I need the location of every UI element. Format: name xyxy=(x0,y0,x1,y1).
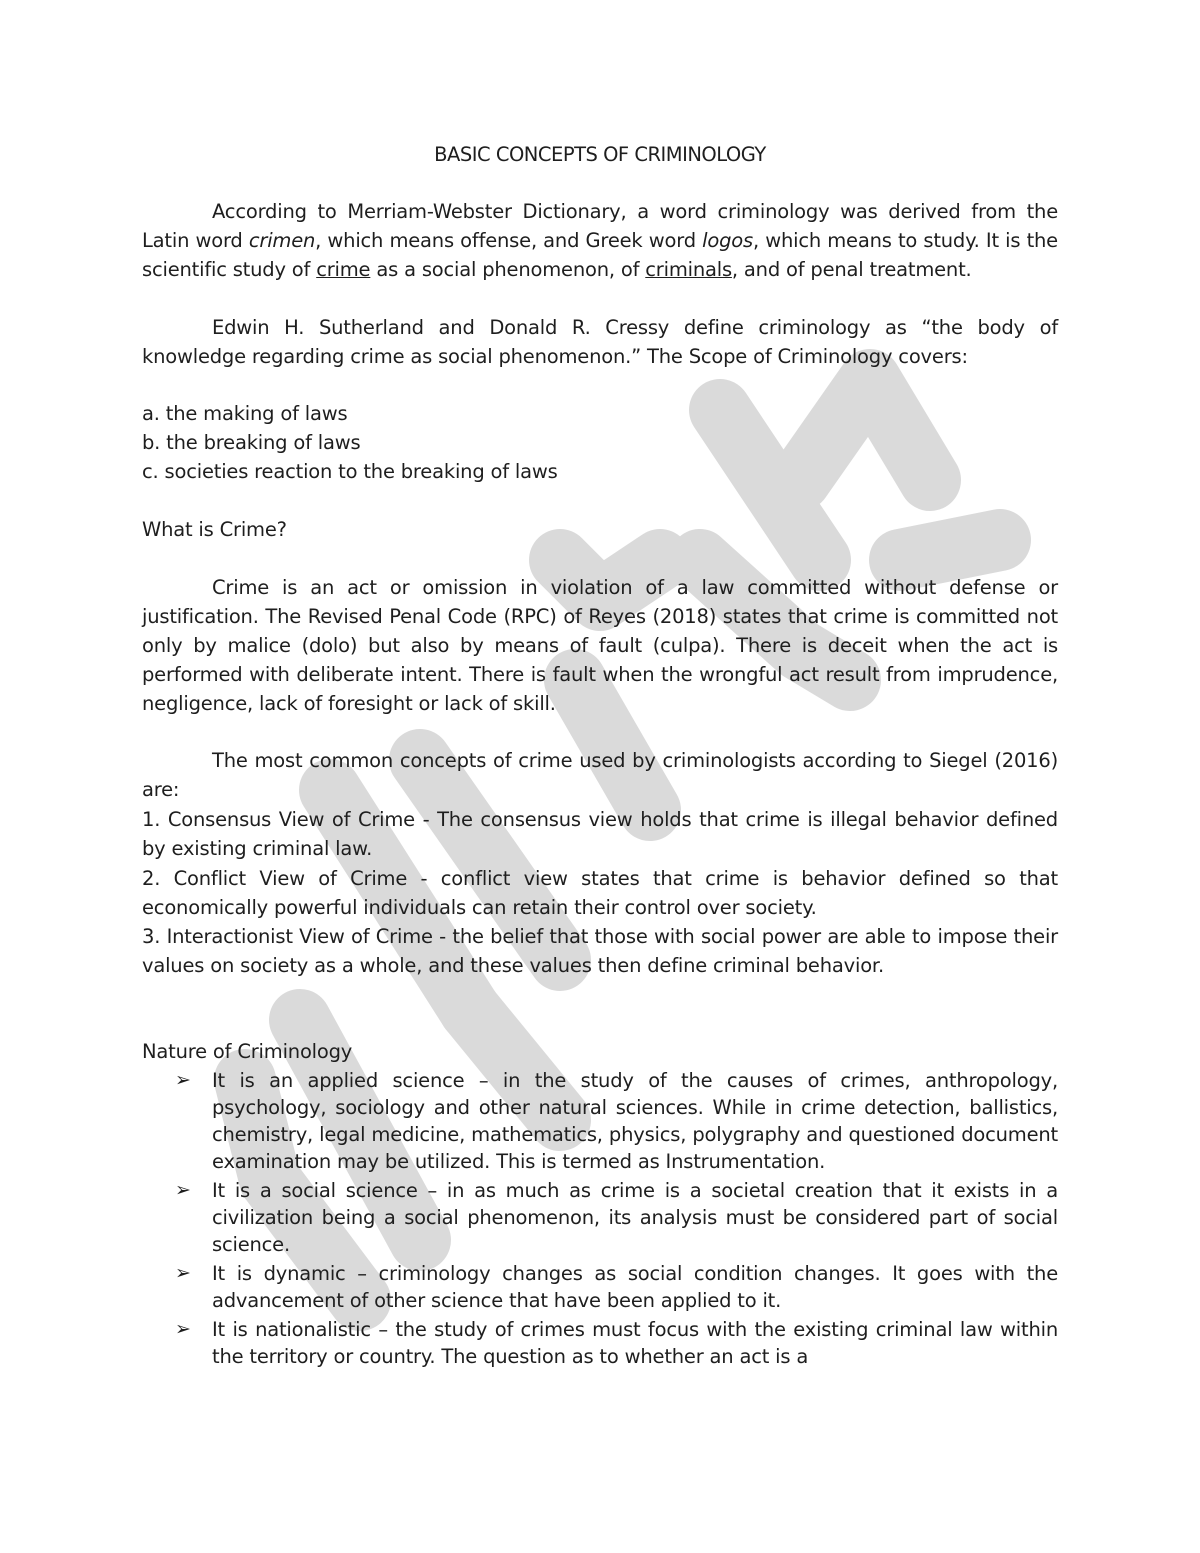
heading-what-is-crime: What is Crime? xyxy=(142,518,287,541)
list-item-text: It is dynamic – criminology changes as social condition changes. It goes with the advancement of other science that have been applied to it. xyxy=(212,1262,1058,1312)
arrow-bullet-icon: ➢ xyxy=(175,1318,191,1340)
nature-list xyxy=(142,1067,1058,1370)
sutherland-paragraph: Edwin H. Sutherland and Donald R. Cressy define criminology as “the body of knowledge regarding crime as social phenomenon.” The Scope of Criminology covers: xyxy=(142,316,1058,368)
list-item xyxy=(142,1260,1058,1314)
list-item-text: It is an applied science – in the study of the causes of crimes, anthropology, psychology, sociology and other natural sciences. While in crime detection, ballistics, chemistry, legal medicine, mathematics, physics, polygraphy and questioned document examination may be utilized. This is termed as Instrumentation. xyxy=(212,1069,1058,1173)
scope-item: a. the making of laws xyxy=(142,402,348,425)
heading-nature: Nature of Criminology xyxy=(142,1040,353,1063)
list-item xyxy=(142,1177,1058,1258)
concepts-paragraph: The most common concepts of crime used by criminologists according to Siegel (2016) are: xyxy=(142,749,1058,801)
view-item: 2. Conflict View of Crime - conflict view states that crime is behavior defined so that economically powerful individuals can retain their control over society. xyxy=(142,867,1058,919)
document-title: BASIC CONCEPTS OF CRIMINOLOGY xyxy=(434,143,766,166)
scope-item: c. societies reaction to the breaking of laws xyxy=(142,460,558,483)
crime-link[interactable]: crime xyxy=(316,258,371,281)
text-run: According to Merriam-Webster Dictionary, a word criminology was derived from the Latin word xyxy=(142,200,1058,252)
list-item xyxy=(142,1316,1058,1370)
list-item-text: It is nationalistic – the study of crimes must focus with the existing criminal law within the territory or country. The question as to whether an act is a xyxy=(212,1318,1058,1368)
view-item: 1. Consensus View of Crime - The consensus view holds that crime is illegal behavior defined by existing criminal law. xyxy=(142,808,1058,860)
scope-item: b. the breaking of laws xyxy=(142,431,361,454)
arrow-bullet-icon: ➢ xyxy=(175,1179,191,1201)
crime-paragraph: Crime is an act or omission in violation of a law committed without defense or justification. The Revised Penal Code (RPC) of Reyes (2018) states that crime is committed not only by malice (dolo) but also by means of fault (culpa). There is deceit when the act is performed with deliberate intent. There is fault when the wrongful act result from imprudence, negligence, lack of foresight or lack of skill. xyxy=(142,576,1058,715)
arrow-bullet-icon: ➢ xyxy=(175,1069,191,1091)
list-item-text: It is a social science – in as much as crime is a societal creation that it exists in a civilization being a social phenomenon, its analysis must be considered part of social science. xyxy=(212,1179,1058,1256)
view-item: 3. Interactionist View of Crime - the belief that those with social power are able to impose their values on society as a whole, and these values then define criminal behavior. xyxy=(142,925,1058,977)
text-run: , and of penal treatment. xyxy=(731,258,972,281)
latin-term: crimen xyxy=(248,229,316,252)
text-run: , which means to study. It is the scientific study of xyxy=(142,229,1058,281)
intro-paragraph xyxy=(142,197,1058,284)
text-run: , which means offense, and Greek word xyxy=(315,229,703,252)
arrow-bullet-icon: ➢ xyxy=(175,1262,191,1284)
list-item xyxy=(142,1067,1058,1175)
text-run: as a social phenomenon, of xyxy=(370,258,646,281)
criminals-link[interactable]: criminals xyxy=(645,258,732,281)
greek-term: logos xyxy=(702,229,753,252)
